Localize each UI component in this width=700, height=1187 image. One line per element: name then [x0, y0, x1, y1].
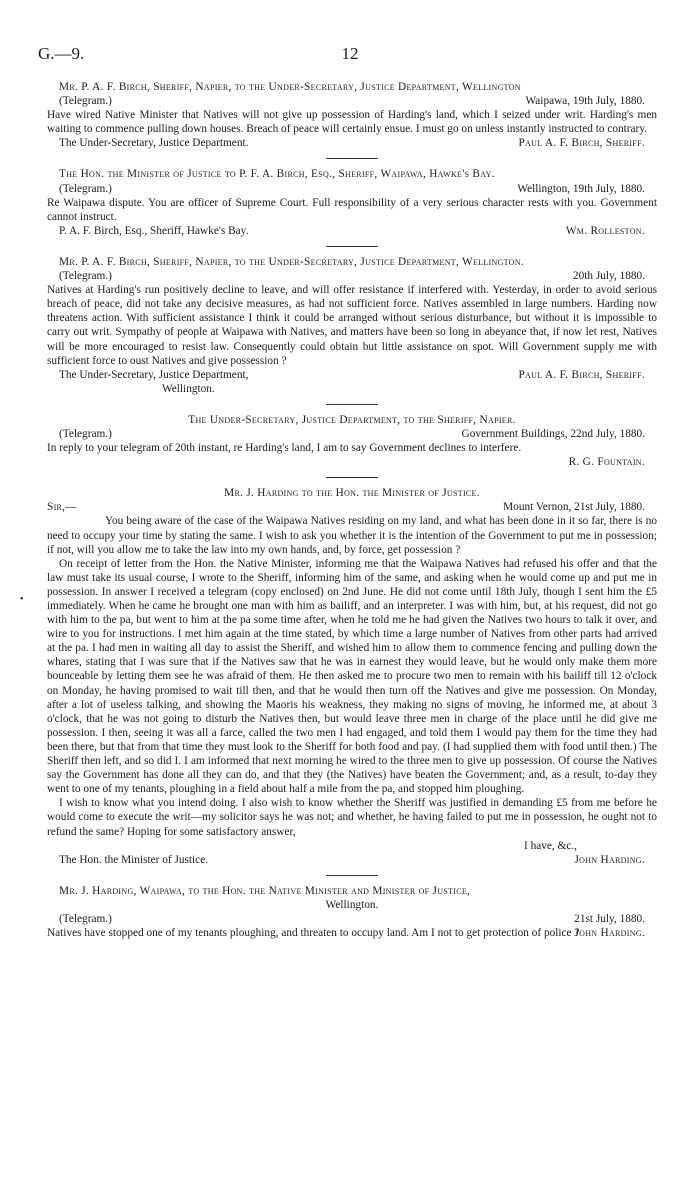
- addressee: The Under-Secretary, Justice Department.: [59, 137, 249, 150]
- signature: Wm. Rolleston.: [565, 224, 645, 237]
- section-heading-city: Wellington.: [325, 898, 379, 911]
- page-reference: G.—9.: [38, 44, 85, 63]
- telegram-birch-to-under-secretary-20-july: [47, 255, 657, 396]
- message-body: In reply to your telegram of 20th instant, re Harding's land, I am to say Government declines to interfere.: [47, 442, 522, 455]
- section-divider: [326, 158, 378, 159]
- place-date: Waipawa, 19th July, 1880.: [525, 95, 645, 108]
- section-divider: [326, 246, 378, 247]
- medium-date-line: [47, 182, 657, 196]
- signature: John Harding.: [574, 853, 645, 866]
- section-divider: [326, 404, 378, 405]
- place-date: Government Buildings, 22nd July, 1880.: [461, 427, 645, 440]
- addressee: The Hon. the Minister of Justice.: [59, 853, 209, 866]
- place-date: 20th July, 1880.: [572, 270, 645, 283]
- closing: I have, &c.,: [523, 839, 577, 852]
- telegram-label: (Telegram.): [59, 912, 112, 925]
- medium-date-line: [47, 912, 657, 926]
- message-body: Re Waipawa dispute. You are officer of Supreme Court. Full responsibility of a very serious character rests with you. Government cannot instruct.: [47, 196, 657, 223]
- letter-harding-to-minister-21-july: [47, 486, 657, 867]
- section-heading: Mr. P. A. F. Birch, Sheriff, Napier, to the Under-Secretary, Justice Department, Wellington.: [59, 255, 524, 268]
- section-heading: The Hon. the Minister of Justice to P. F. A. Birch, Esq., Sheriff, Waipawa, Hawke's Bay.: [59, 168, 495, 181]
- sign-line: [47, 853, 657, 867]
- page-content: [47, 80, 657, 940]
- telegram-label: (Telegram.): [59, 427, 112, 440]
- message-body: Have wired Native Minister that Natives will not give up possession of Harding's land, which I seized under writ. Harding's men waiting to commence pulling down houses. Breach of peace will certainly ensue. I must go on unless instantly instructed to contrary.: [47, 109, 657, 136]
- telegram-label: (Telegram.): [59, 95, 112, 108]
- salutation: Sir,—: [47, 501, 77, 514]
- place-date: Mount Vernon, 21st July, 1880.: [503, 501, 645, 514]
- signature: John Harding.: [574, 927, 645, 940]
- medium-date-line: [47, 269, 657, 283]
- section-heading: Mr. J. Harding, Waipawa, to the Hon. the Native Minister and Minister of Justice,: [59, 884, 471, 897]
- section-divider: [326, 477, 378, 478]
- addressee: The Under-Secretary, Justice Department,: [59, 368, 249, 381]
- telegram-label: (Telegram.): [59, 182, 112, 195]
- page-header: [38, 44, 662, 66]
- salutation-date-line: [47, 500, 657, 514]
- margin-mark: •: [20, 594, 24, 605]
- medium-date-line: [47, 94, 657, 108]
- telegram-label: (Telegram.): [59, 270, 112, 283]
- letter-paragraph-3: I wish to know what you intend doing. I also wish to know whether the Sheriff was justified in demanding £5 from me before he would come to execute the writ—my solicitor says he was not; and whether, he having failed to put me in possession, he ought not to refund the same? Hoping for some satisfactory answer,: [47, 797, 657, 838]
- section-heading: The Under-Secretary, Justice Department, to the Sheriff, Napier.: [188, 413, 516, 426]
- place-date: 21st July, 1880.: [574, 912, 645, 925]
- addressee-city: Wellington.: [162, 382, 215, 395]
- signature: Paul A. F. Birch, Sheriff.: [518, 137, 645, 150]
- place-date: Wellington, 19th July, 1880.: [517, 182, 645, 195]
- telegram-birch-to-under-secretary-19-july: [47, 80, 657, 150]
- message-body: Natives have stopped one of my tenants ploughing, and threaten to occupy land. Am I not to get protection of police ?: [47, 927, 580, 940]
- message-body: Natives at Harding's run positively decline to leave, and will offer resistance if interfered with. Yesterday, in order to avoid serious breach of peace, did not take any decisive measures, as had not sufficient force. Natives assembled in large numbers. Harding now threatens action. With sufficient assistance I think it could be arranged without serious disturbance, but without it is impossible to carry out writ. Sympathy of people at Waipawa with Natives, and matters have been so long in abeyance that, if now let rest, Natives will be more encouraged to resist law. Consequently could obtain but little assistance on spot. Will Government supply me with sufficient force to oust Natives and give possession ?: [47, 284, 657, 367]
- letter-paragraph-2: On receipt of letter from the Hon. the Native Minister, informing me that the Waipawa Natives had refused his offer and that the law must take its usual course, I wrote to the Sheriff, informing him of the same, and asking when he would come up and put me in possession. In answer I received a telegram (copy enclosed) on 2nd June. He did not come until 18th July, though I sent him the £5 immediately. When he came he brought one man with him as bailiff, and an interpreter. I was with him, but, at his request, did not go with him to the pa, but went to him at the pa some time after, when he told me he had given the Natives two hours to talk it over, and wire to you for instructions. I met him again at the time stated, by which time a large number of Natives from other parts had arrived at the pa. I had men in waiting all day to assist the Sheriff, and wished him to allow them to commence fencing and pulling down the whares, stating that I was sure that if the Natives saw that he was in earnest they would leave, but he would only make them more bounceable by letting them see he was afraid of them. He then asked me to procure two men to remain with his bailiff till 12 o'clock on Monday, he having promised to wait till then, and that he would then turn off the Natives and give me possession. On Monday, after a lot of useless talking, and showing the Maoris his weakness, they making no signs of moving, he informed me, at about 3 o'clock, that he was not going to disturb the Natives then, but would leave three men in charge of the place until he did give me possession. I then, seeing it was all a farce, called the two men I had engaged, and told them I would pay them for the time they had been there, but that from that time they must look to the Sheriff for both food and pay. (I had supplied them with food until then.) The Sheriff then left, and so did I. I am informed that next morning he wired to the three men to give up possession. Of course the Natives say the Government has done all they can do, and that they (the Natives) have beaten the Government; and, as a result, to-day they went to one of my tenants, ploughing in a field about half a mile from the pa, and stopped him ploughing.: [47, 557, 657, 796]
- section-divider: [326, 875, 378, 876]
- section-heading: Mr. J. Harding to the Hon. the Minister of Justice.: [224, 487, 480, 500]
- medium-date-line: [47, 427, 657, 441]
- telegram-minister-to-birch-19-july: [47, 167, 657, 237]
- letter-paragraph-1: You being aware of the case of the Waipawa Natives residing on my land, and what has been done in it so far, there is no need to occupy your time by stating the same. I wish to ask you whether it is the intention of the Government to put me in possession; if not, will you allow me to take the law into my own hands, and, by force, get possession ?: [47, 515, 657, 556]
- page-number: 12: [341, 44, 359, 63]
- signature: Paul A. F. Birch, Sheriff.: [518, 368, 645, 381]
- section-heading: Mr. P. A. F. Birch, Sheriff, Napier, to the Under-Secretary, Justice Department, Wellington: [59, 81, 521, 93]
- telegram-harding-to-native-minister-21-july: [47, 884, 657, 940]
- sign-line: [47, 224, 657, 238]
- sign-line: [47, 368, 657, 382]
- signature: R. G. Fountain.: [568, 456, 645, 469]
- addressee: P. A. F. Birch, Esq., Sheriff, Hawke's Bay.: [59, 224, 249, 237]
- sign-line: [47, 136, 657, 150]
- telegram-under-secretary-to-sheriff-22-july: [47, 413, 657, 469]
